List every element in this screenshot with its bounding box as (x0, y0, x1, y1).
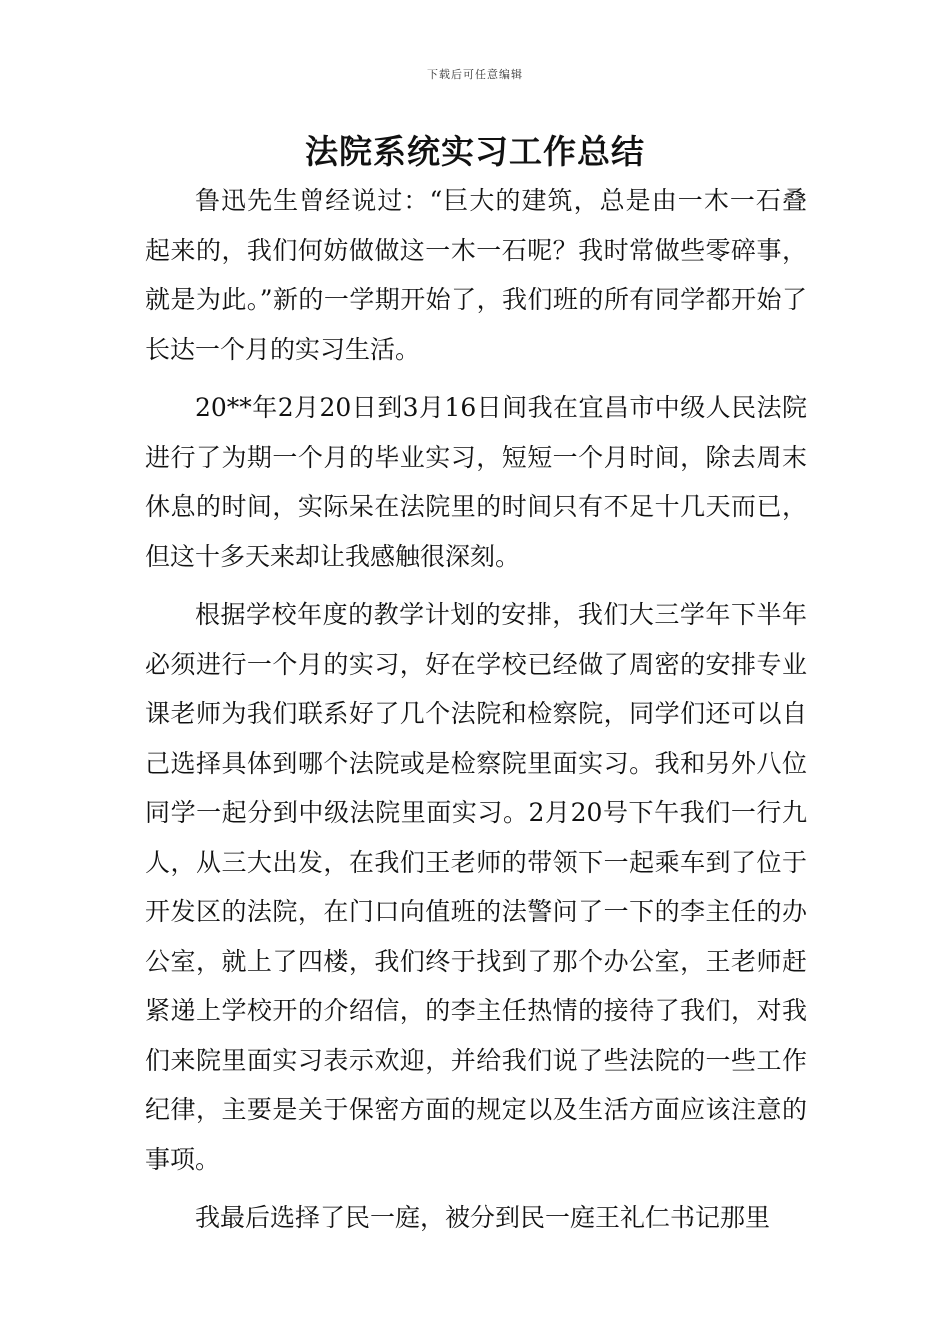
paragraph-2: 20**年2月20日到3月16日间我在宜昌市中级人民法院进行了为期一个月的毕业实习，短短一个月时间，除去周末休息的时间，实际呆在法院里的时间只有不足十几天而已，但这十多天来却让我感触很深刻。 (145, 393, 807, 571)
document-title: 法院系统实习工作总结 (305, 132, 645, 171)
header-note: 下载后可任意编辑 (427, 68, 523, 81)
paragraph-3: 根据学校年度的教学计划的安排，我们大三学年下半年必须进行一个月的实习，好在学校已经做了周密的安排专业课老师为我们联系好了几个法院和检察院，同学们还可以自己选择具体到哪个法院或是检察院里面实习。我和另外八位同学一起分到中级法院里面实习。2月20号下午我们一行九人，从三大出发，在我们王老师的带领下一起乘车到了位于开发区的法院，在门口向值班的法警问了一下的李主任的办公室，就上了四楼，我们终于找到了那个办公室，王老师赶紧递上学校开的介绍信，的李主任热情的接待了我们，对我们来院里面实习表示欢迎，并给我们说了些法院的一些工作纪律，主要是关于保密方面的规定以及生活方面应该注意的事项。 (145, 600, 807, 1174)
paragraph-1: 鲁迅先生曾经说过：“巨大的建筑，总是由一木一石叠起来的，我们何妨做做这一木一石呢？我时常做些零碎事，就是为此。”新的一学期开始了，我们班的所有同学都开始了长达一个月的实习生活。 (145, 186, 807, 364)
paragraph-4: 我最后选择了民一庭，被分到民一庭王礼仁书记那里 (195, 1203, 771, 1232)
document-body (145, 176, 807, 1243)
